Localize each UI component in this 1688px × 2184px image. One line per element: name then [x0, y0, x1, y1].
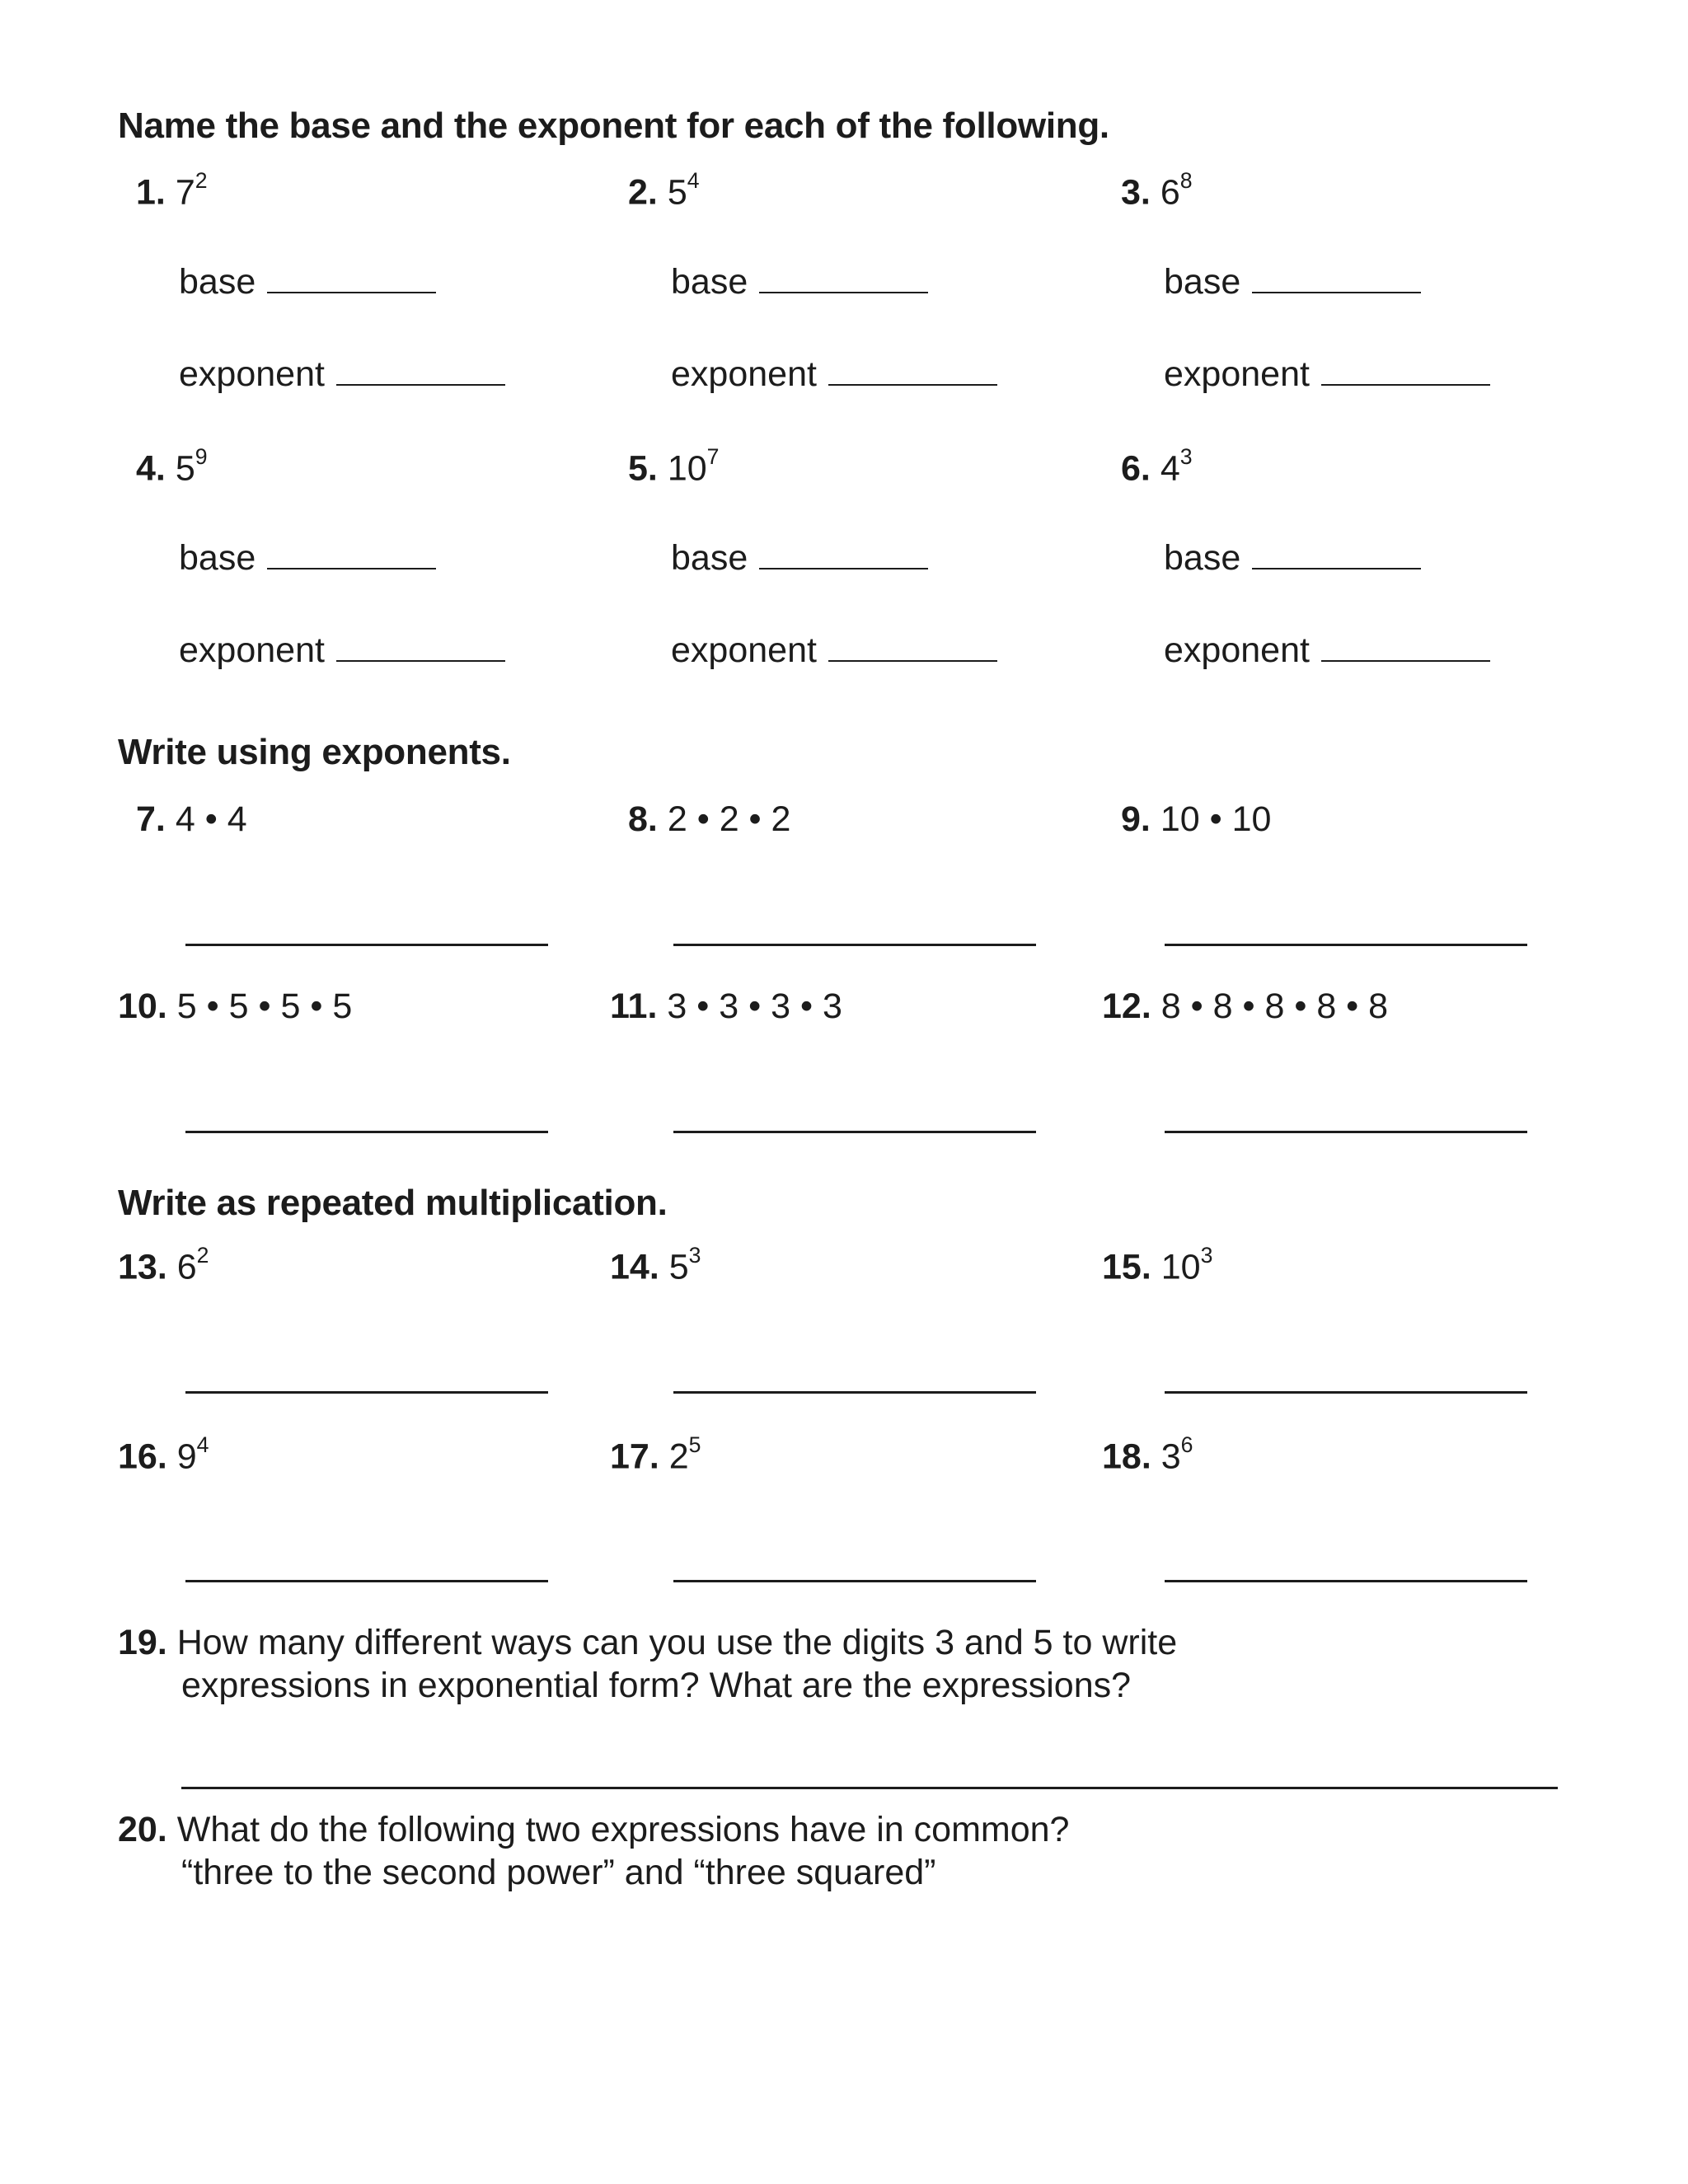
- answer-line-19[interactable]: [181, 1787, 1558, 1789]
- problem-base: 5: [175, 448, 195, 489]
- question-line-2: expressions in exponential form? What are the expressions?: [181, 1666, 1132, 1705]
- problem-3: [1121, 168, 1193, 213]
- answer-blank[interactable]: [336, 660, 505, 662]
- answer-blank[interactable]: [1252, 292, 1421, 293]
- answer-blank[interactable]: [828, 660, 997, 662]
- problem-2: [628, 168, 700, 213]
- exponent-field-5[interactable]: [671, 630, 997, 671]
- answer-line-8[interactable]: [673, 944, 1036, 946]
- problem-number: 2.: [628, 172, 658, 213]
- problem-14: [610, 1243, 701, 1287]
- problem-number: 11.: [610, 987, 658, 1026]
- answer-blank[interactable]: [1252, 568, 1421, 569]
- answer-blank[interactable]: [1321, 384, 1490, 386]
- problem-15: [1102, 1243, 1213, 1287]
- exponent-label: exponent: [179, 354, 325, 394]
- problem-6: [1121, 444, 1193, 489]
- base-field-3[interactable]: [1164, 262, 1421, 302]
- exponent-label: exponent: [671, 354, 817, 394]
- answer-blank[interactable]: [267, 568, 436, 569]
- problem-19: [118, 1621, 1177, 1707]
- problem-20: [118, 1808, 1069, 1894]
- problem-number: 8.: [628, 799, 658, 839]
- problem-exponent: 3: [1179, 444, 1193, 470]
- exponent-field-1[interactable]: [179, 354, 505, 395]
- exponent-label: exponent: [671, 630, 817, 670]
- answer-blank[interactable]: [267, 292, 436, 293]
- problem-base: 4: [1160, 448, 1180, 489]
- answer-line-7[interactable]: [185, 944, 548, 946]
- answer-blank[interactable]: [336, 384, 505, 386]
- problem-number: 9.: [1121, 799, 1151, 839]
- base-label: base: [179, 262, 256, 302]
- section-title-repeated-multiplication: Write as repeated multiplication.: [118, 1183, 668, 1223]
- problem-16: [118, 1432, 209, 1477]
- answer-line-9[interactable]: [1165, 944, 1527, 946]
- problem-18: [1102, 1432, 1193, 1477]
- section-title-base-exponent: Name the base and the exponent for each of the following.: [118, 105, 1109, 146]
- answer-line-14[interactable]: [673, 1391, 1036, 1394]
- problem-number: 3.: [1121, 172, 1151, 213]
- problem-17: [610, 1432, 701, 1477]
- problem-expression: 4 • 4: [175, 799, 247, 839]
- answer-line-18[interactable]: [1165, 1580, 1527, 1582]
- problem-expression: 3 • 3 • 3 • 3: [667, 987, 842, 1026]
- problem-expression: 10 • 10: [1160, 799, 1272, 839]
- problem-8: [628, 799, 790, 840]
- answer-line-13[interactable]: [185, 1391, 548, 1394]
- base-field-1[interactable]: [179, 262, 436, 302]
- problem-base: 6: [176, 1247, 197, 1287]
- problem-exponent: 6: [1180, 1432, 1193, 1458]
- answer-blank[interactable]: [759, 568, 928, 569]
- base-field-2[interactable]: [671, 262, 928, 302]
- problem-exponent: 2: [196, 1243, 209, 1268]
- base-label: base: [671, 262, 748, 302]
- problem-base: 6: [1160, 172, 1180, 213]
- base-label: base: [1164, 538, 1241, 578]
- problem-exponent: 7: [706, 444, 720, 470]
- answer-line-16[interactable]: [185, 1580, 548, 1582]
- problem-base: 2: [668, 1436, 689, 1477]
- problem-4: [136, 444, 208, 489]
- exponent-label: exponent: [1164, 630, 1310, 670]
- problem-base: 5: [668, 1247, 689, 1287]
- problem-number: 5.: [628, 448, 658, 489]
- question-line-2: “three to the second power” and “three squared”: [181, 1853, 936, 1892]
- problem-number: 7.: [136, 799, 166, 839]
- problem-exponent: 4: [196, 1432, 209, 1458]
- problem-exponent: 3: [688, 1243, 701, 1268]
- base-label: base: [1164, 262, 1241, 302]
- base-field-5[interactable]: [671, 538, 928, 579]
- problem-exponent: 9: [195, 444, 208, 470]
- problem-number: 18.: [1102, 1436, 1151, 1477]
- question-line-1: How many different ways can you use the digits 3 and 5 to write: [176, 1623, 1178, 1662]
- problem-13: [118, 1243, 209, 1287]
- problem-number: 20.: [118, 1810, 167, 1849]
- problem-number: 13.: [118, 1247, 167, 1287]
- problem-10: [118, 987, 352, 1027]
- problem-base: 9: [176, 1436, 197, 1477]
- problem-exponent: 4: [687, 168, 700, 194]
- base-field-4[interactable]: [179, 538, 436, 579]
- problem-expression: 2 • 2 • 2: [667, 799, 791, 839]
- question-line-1: What do the following two expressions have in common?: [176, 1810, 1070, 1849]
- problem-number: 6.: [1121, 448, 1151, 489]
- problem-number: 16.: [118, 1436, 167, 1477]
- exponent-field-2[interactable]: [671, 354, 997, 395]
- problem-number: 19.: [118, 1623, 167, 1662]
- exponent-label: exponent: [179, 630, 325, 670]
- problem-number: 12.: [1102, 987, 1151, 1026]
- section-title-write-using-exponents: Write using exponents.: [118, 732, 511, 772]
- problem-exponent: 5: [688, 1432, 701, 1458]
- problem-number: 17.: [610, 1436, 659, 1477]
- problem-base: 10: [1160, 1247, 1201, 1287]
- answer-blank[interactable]: [759, 292, 928, 293]
- answer-blank[interactable]: [828, 384, 997, 386]
- answer-line-15[interactable]: [1165, 1391, 1527, 1394]
- problem-expression: 8 • 8 • 8 • 8 • 8: [1160, 987, 1389, 1026]
- problem-7: [136, 799, 247, 840]
- base-label: base: [179, 538, 256, 578]
- exponent-field-3[interactable]: [1164, 354, 1490, 395]
- problem-12: [1102, 987, 1388, 1027]
- base-label: base: [671, 538, 748, 578]
- problem-number: 15.: [1102, 1247, 1151, 1287]
- problem-number: 14.: [610, 1247, 659, 1287]
- problem-11: [610, 987, 842, 1027]
- problem-exponent: 2: [195, 168, 208, 194]
- answer-line-11[interactable]: [673, 1131, 1036, 1133]
- problem-5: [628, 444, 720, 489]
- exponent-field-6[interactable]: [1164, 630, 1490, 671]
- problem-exponent: 8: [1179, 168, 1193, 194]
- exponent-label: exponent: [1164, 354, 1310, 394]
- problem-number: 4.: [136, 448, 166, 489]
- problem-base: 7: [175, 172, 195, 213]
- problem-exponent: 3: [1200, 1243, 1213, 1268]
- problem-base: 5: [667, 172, 687, 213]
- problem-9: [1121, 799, 1271, 840]
- problem-base: 10: [667, 448, 707, 489]
- exponent-field-4[interactable]: [179, 630, 505, 671]
- answer-blank[interactable]: [1321, 660, 1490, 662]
- answer-line-17[interactable]: [673, 1580, 1036, 1582]
- base-field-6[interactable]: [1164, 538, 1421, 579]
- answer-line-10[interactable]: [185, 1131, 548, 1133]
- problem-base: 3: [1160, 1436, 1181, 1477]
- answer-line-12[interactable]: [1165, 1131, 1527, 1133]
- problem-expression: 5 • 5 • 5 • 5: [176, 987, 353, 1026]
- problem-1: [136, 168, 208, 213]
- problem-number: 1.: [136, 172, 166, 213]
- problem-number: 10.: [118, 987, 167, 1026]
